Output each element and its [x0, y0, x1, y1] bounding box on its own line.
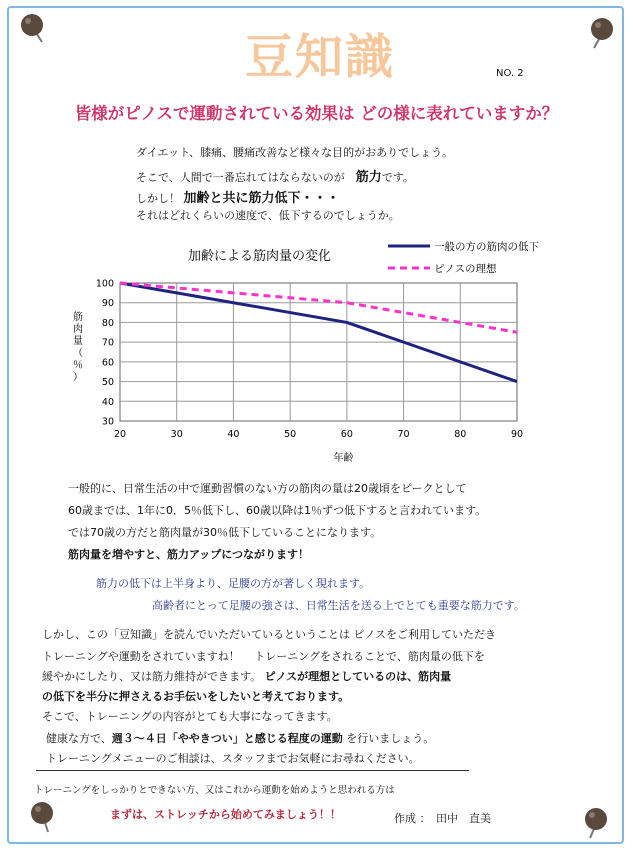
x-tick-label: 60	[340, 429, 353, 440]
pin-icon	[588, 16, 618, 52]
body2-line-5: そこで、トレーニングの内容がとても大事になってきます。	[42, 710, 338, 723]
y-tick-label: 30	[101, 416, 114, 428]
muscle-mass-chart	[60, 236, 580, 466]
y-tick-label: 40	[101, 396, 114, 408]
body2-line-3: 緩やかにしたり、又は筋力維持ができます。 ピノスが理想としているのは、筋肉量	[42, 670, 452, 683]
intro-line-3: しかし！ 加齢と共に筋力低下・・・	[136, 191, 340, 206]
y-tick-label: 60	[101, 357, 114, 369]
intro-line-1: ダイエット、膝痛、腰痛改善など様々な目的がおありでしょう。	[136, 146, 454, 159]
x-tick-label: 20	[113, 429, 127, 440]
page-title: 豆知識	[244, 29, 395, 85]
plot-area	[120, 283, 517, 421]
x-axis-label: 年齢	[333, 453, 354, 464]
pin-icon	[28, 800, 58, 836]
author: 作成 ： 田中 直美	[394, 812, 491, 825]
x-tick-label: 50	[284, 429, 297, 440]
y-tick-label: 90	[101, 298, 114, 310]
chart-title: 加齢による筋肉量の変化	[188, 249, 332, 264]
body2-line-1: しかし、この「豆知識」を読んでいただいているということは ピノスをご利用していただき	[42, 628, 496, 641]
y-axis-label: （	[73, 348, 83, 359]
y-axis-label: 肉	[73, 324, 83, 335]
body1-line-4: 筋肉量を増やすと、筋力アップにつながります！	[68, 548, 310, 561]
divider	[36, 770, 469, 771]
intro-line-4: それはどれくらいの速度で、低下するのでしょうか。	[136, 209, 400, 222]
y-axis-label: 量	[73, 336, 83, 347]
issue-number: NO. 2	[496, 68, 524, 79]
legend-label: 一般の方の筋肉の低下	[434, 241, 539, 253]
body1-line-1: 一般的に、日常生活の中で運動習慣のない方の筋肉の量は20歳頃をピークとして	[68, 482, 467, 495]
pin-icon	[582, 806, 612, 842]
legend-label: ピノスの理想	[434, 263, 497, 275]
footer-call: まずは、ストレッチから始めてみましょう！！	[110, 808, 341, 821]
body2-line-6: 健康な方で、週３～４日「ややきつい」と感じる程度の運動 を行いましょう。	[46, 732, 435, 745]
note-line-2: 高齢者にとって足腰の強さは、日常生活を送る上でとても重要な筋力です。	[152, 599, 525, 612]
intro-line-2: そこで、人間で一番忘れてはならないのが 筋力です。	[136, 170, 414, 185]
headline: 皆様がピノスで運動されている効果は どの様に表れていますか？	[74, 104, 559, 123]
body2-line-2: トレーニングや運動をされていますね！ トレーニングをされることで、筋肉量の低下を	[42, 650, 485, 663]
x-tick-label: 90	[510, 429, 524, 440]
body1-line-3: では70歳の方だと筋肉量が30％低下していることになります。	[68, 526, 382, 539]
x-tick-label: 30	[170, 429, 183, 440]
y-tick-label: 80	[101, 317, 114, 329]
note-line-1: 筋力の低下は上半身より、足腰の方が著しく現れます。	[96, 577, 371, 590]
x-tick-label: 40	[227, 429, 240, 440]
body2-line-4: の低下を半分に押さえるお手伝いをしたいと考えております。	[42, 690, 350, 703]
y-axis-label: ）	[73, 372, 83, 383]
x-tick-label: 70	[397, 429, 410, 440]
body1-line-2: 60歳までは、1年に0．5％低下し、60歳以降は1％ずつ低下すると言われています。	[68, 504, 487, 517]
y-axis-label: 筋	[73, 312, 83, 323]
pin-icon	[18, 12, 48, 48]
footer-note: トレーニングをしっかりとできない方、又はこれから運動を始めようと思われる方は	[34, 785, 395, 796]
body2-line-7: トレーニングメニューのご相談は、スタッフまでお気軽にお尋ねください。	[46, 752, 420, 765]
y-axis-label: ％	[73, 360, 83, 371]
y-tick-label: 100	[95, 278, 114, 290]
y-tick-label: 70	[101, 337, 114, 349]
x-tick-label: 80	[454, 429, 467, 440]
y-tick-label: 50	[101, 377, 114, 389]
